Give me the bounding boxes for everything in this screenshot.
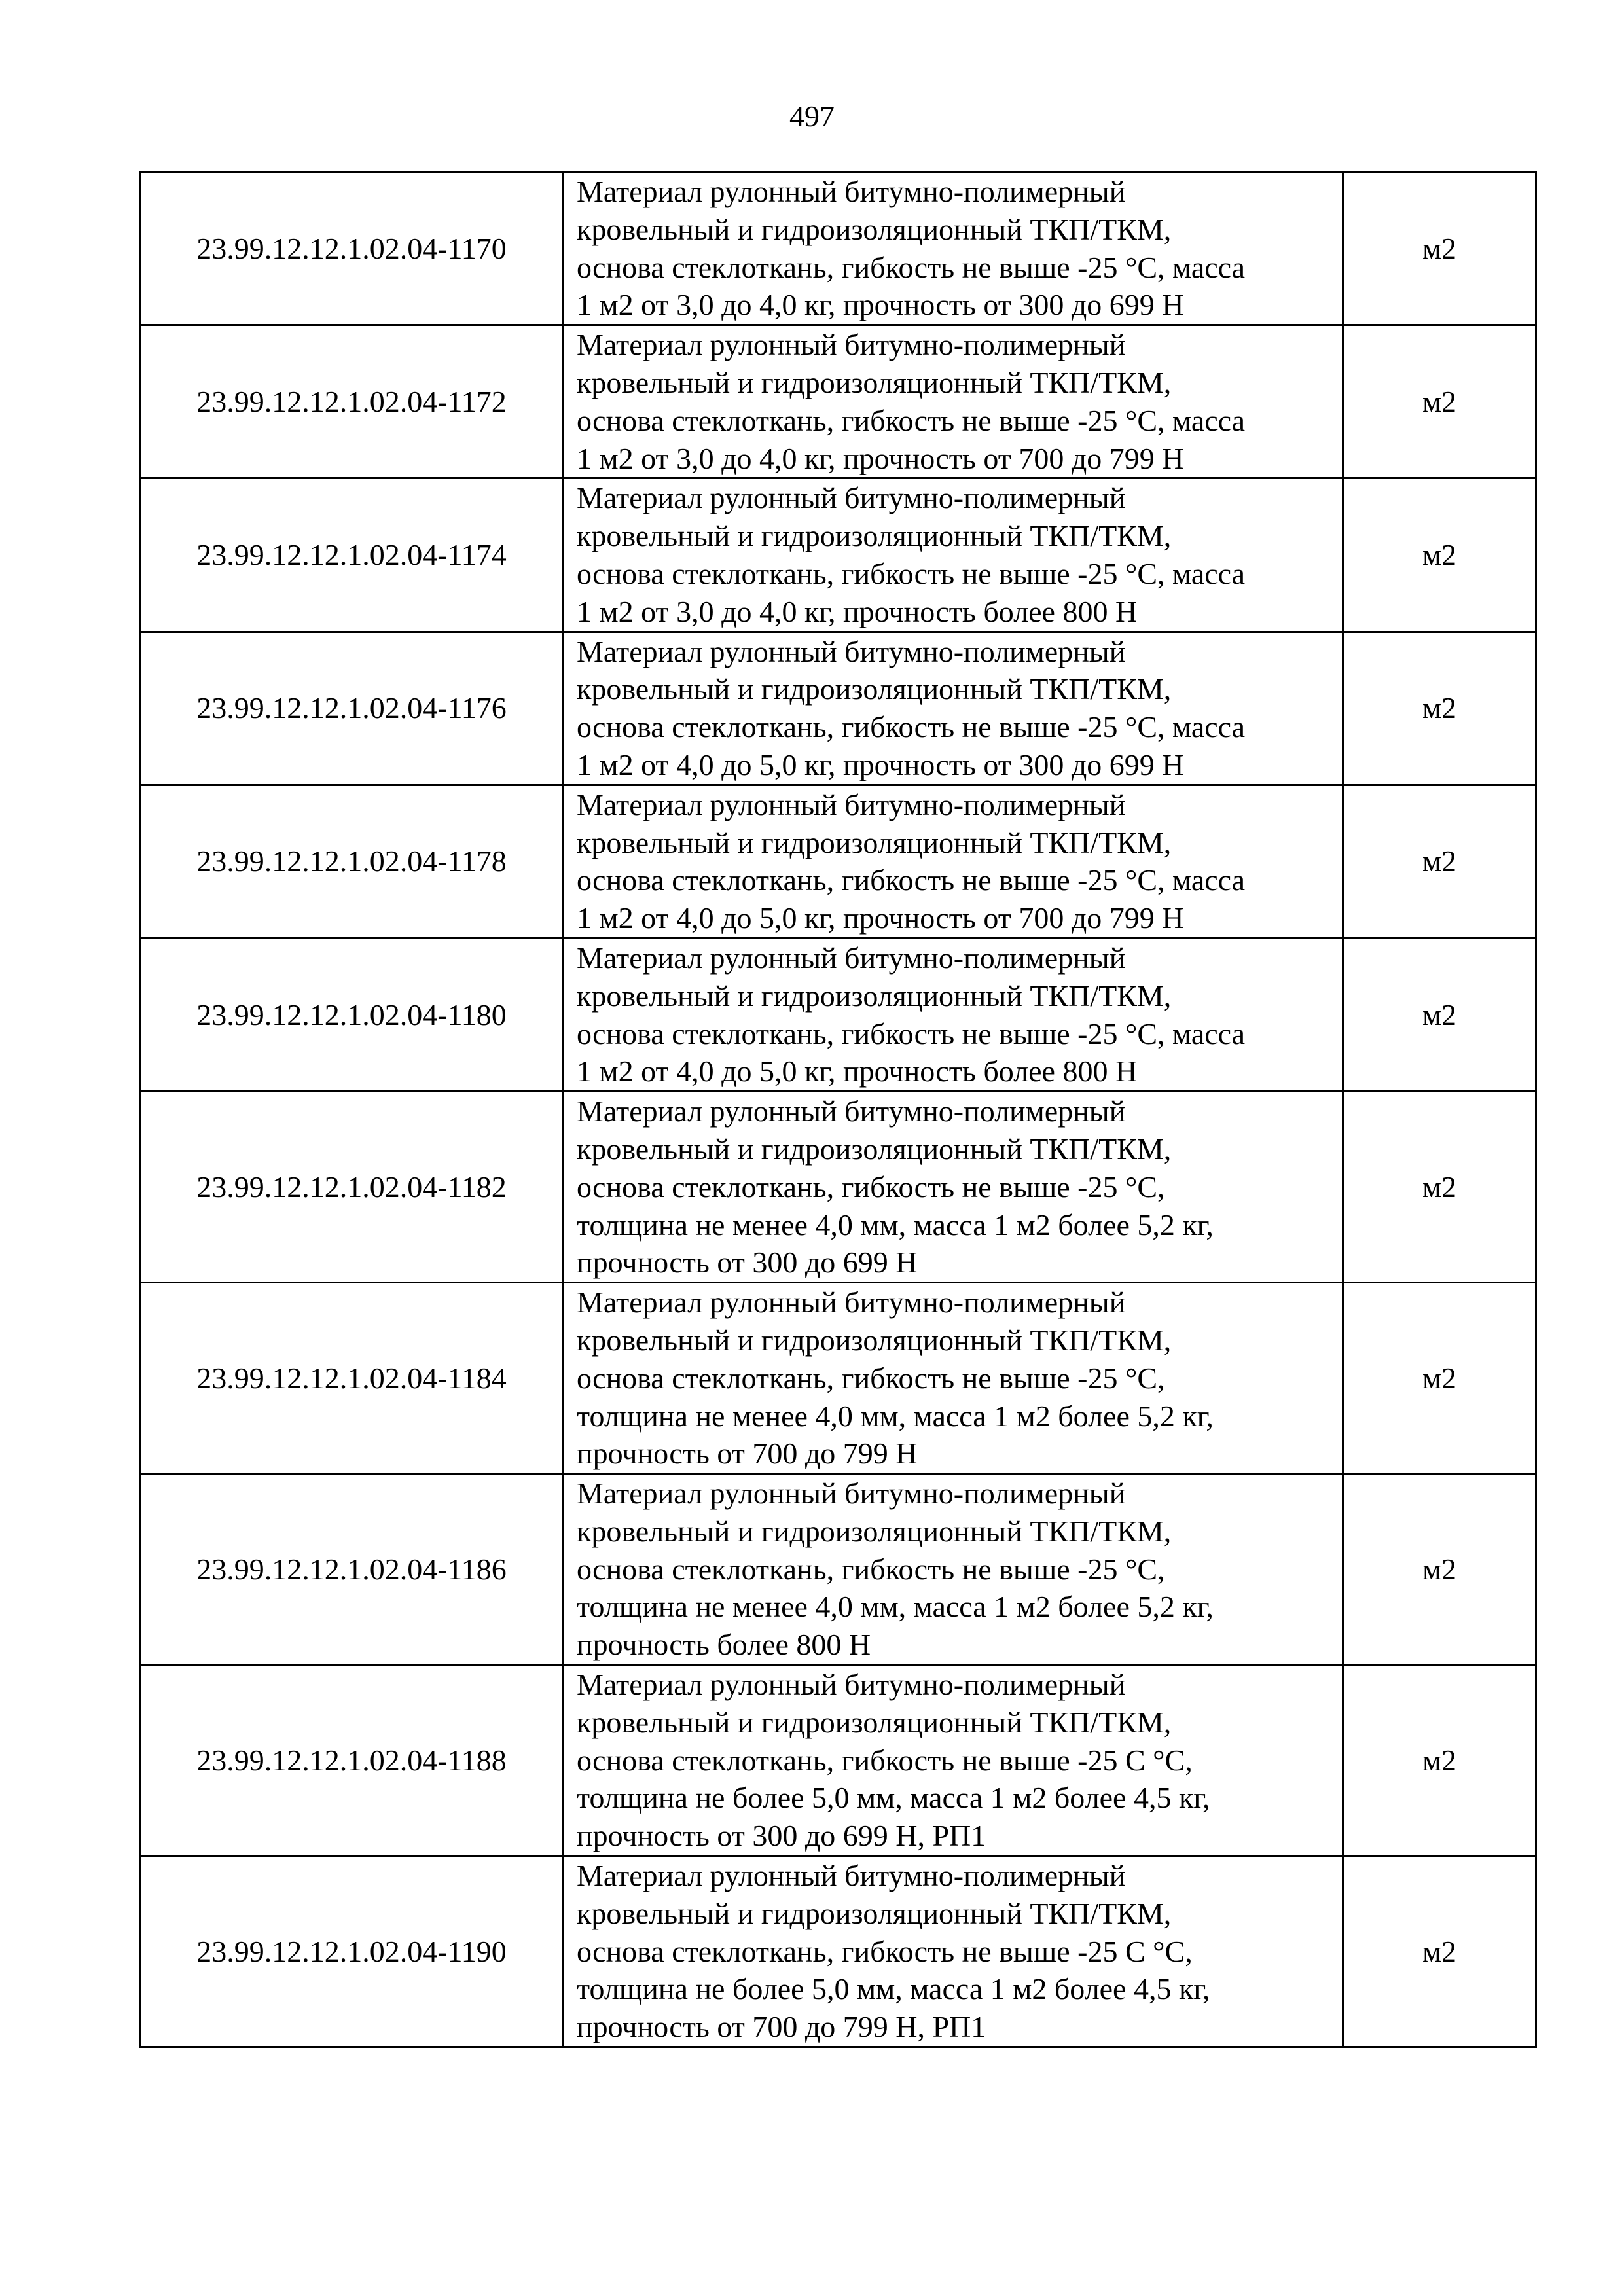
description-line: Материал рулонный битумно-полимерный xyxy=(577,787,1126,821)
description-line: 1 м2 от 3,0 до 4,0 кг, прочность от 300 до 699 Н xyxy=(577,288,1184,322)
table-row xyxy=(141,1474,1536,1665)
description-line: основа стеклоткань, гибкость не выше -25 °С, xyxy=(577,1552,1165,1586)
description-line: толщина не менее 4,0 мм, масса 1 м2 более 5,2 кг, xyxy=(577,1590,1214,1624)
description-line: Материал рулонный битумно-полимерный xyxy=(577,481,1126,515)
description-line: кровельный и гидроизоляционный ТКП/ТКМ, xyxy=(577,212,1172,246)
material-code-cell: 23.99.12.12.1.02.04-1172 xyxy=(141,325,563,478)
material-description-cell xyxy=(563,1092,1343,1283)
description-line: кровельный и гидроизоляционный ТКП/ТКМ, xyxy=(577,1705,1172,1739)
material-code-cell: 23.99.12.12.1.02.04-1170 xyxy=(141,172,563,325)
material-description-cell xyxy=(563,172,1343,325)
table-row xyxy=(141,325,1536,478)
description-line: кровельный и гидроизоляционный ТКП/ТКМ, xyxy=(577,519,1172,553)
unit-cell: м2 xyxy=(1343,478,1536,632)
table-row xyxy=(141,938,1536,1091)
material-description-cell xyxy=(563,325,1343,478)
material-code-cell: 23.99.12.12.1.02.04-1178 xyxy=(141,785,563,938)
unit-cell: м2 xyxy=(1343,785,1536,938)
description-line: 1 м2 от 3,0 до 4,0 кг, прочность более 800 Н xyxy=(577,594,1138,628)
unit-cell: м2 xyxy=(1343,1283,1536,1474)
description-line: Материал рулонный битумно-полимерный xyxy=(577,1094,1126,1128)
description-line: кровельный и гидроизоляционный ТКП/ТКМ, xyxy=(577,365,1172,399)
description-line: Материал рулонный битумно-полимерный xyxy=(577,175,1126,208)
material-description-cell xyxy=(563,1665,1343,1856)
description-line: Материал рулонный битумно-полимерный xyxy=(577,634,1126,668)
description-line: кровельный и гидроизоляционный ТКП/ТКМ, xyxy=(577,672,1172,706)
material-code-cell: 23.99.12.12.1.02.04-1182 xyxy=(141,1092,563,1283)
description-line: 1 м2 от 4,0 до 5,0 кг, прочность от 700 до 799 Н xyxy=(577,901,1184,935)
description-line: кровельный и гидроизоляционный ТКП/ТКМ, xyxy=(577,1323,1172,1357)
unit-cell: м2 xyxy=(1343,1856,1536,2047)
description-line: кровельный и гидроизоляционный ТКП/ТКМ, xyxy=(577,1896,1172,1930)
description-line: основа стеклоткань, гибкость не выше -25 °С, масса xyxy=(577,710,1246,744)
description-line: прочность более 800 Н xyxy=(577,1628,871,1662)
description-line: Материал рулонный битумно-полимерный xyxy=(577,328,1126,362)
unit-cell: м2 xyxy=(1343,325,1536,478)
material-description-cell xyxy=(563,632,1343,785)
description-line: прочность от 300 до 699 Н xyxy=(577,1246,918,1280)
table-row xyxy=(141,478,1536,632)
unit-cell: м2 xyxy=(1343,172,1536,325)
description-line: прочность от 700 до 799 Н xyxy=(577,1437,918,1471)
description-line: толщина не более 5,0 мм, масса 1 м2 более 4,5 кг, xyxy=(577,1972,1210,2006)
unit-cell: м2 xyxy=(1343,632,1536,785)
table-row xyxy=(141,632,1536,785)
description-line: основа стеклоткань, гибкость не выше -25 С °С, xyxy=(577,1934,1193,1968)
table-row xyxy=(141,1283,1536,1474)
description-line: основа стеклоткань, гибкость не выше -25 °С, масса xyxy=(577,556,1246,590)
table-row xyxy=(141,1092,1536,1283)
description-line: основа стеклоткань, гибкость не выше -25 °С, масса xyxy=(577,863,1246,897)
table-row xyxy=(141,1856,1536,2047)
description-line: основа стеклоткань, гибкость не выше -25 °С, масса xyxy=(577,1016,1246,1050)
unit-cell: м2 xyxy=(1343,1474,1536,1665)
description-line: 1 м2 от 4,0 до 5,0 кг, прочность более 800 Н xyxy=(577,1054,1138,1088)
material-description-cell xyxy=(563,478,1343,632)
unit-cell: м2 xyxy=(1343,1665,1536,1856)
table-row xyxy=(141,785,1536,938)
material-code-cell: 23.99.12.12.1.02.04-1184 xyxy=(141,1283,563,1474)
material-description-cell xyxy=(563,785,1343,938)
description-line: толщина не более 5,0 мм, масса 1 м2 более 4,5 кг, xyxy=(577,1781,1210,1815)
description-line: Материал рулонный битумно-полимерный xyxy=(577,941,1126,975)
material-code-cell: 23.99.12.12.1.02.04-1186 xyxy=(141,1474,563,1665)
description-line: Материал рулонный битумно-полимерный xyxy=(577,1285,1126,1319)
material-code-cell: 23.99.12.12.1.02.04-1176 xyxy=(141,632,563,785)
description-line: прочность от 700 до 799 Н, РП1 xyxy=(577,2010,986,2044)
description-line: основа стеклоткань, гибкость не выше -25 °С, масса xyxy=(577,250,1246,284)
description-line: основа стеклоткань, гибкость не выше -25 °С, xyxy=(577,1170,1165,1204)
table-row xyxy=(141,172,1536,325)
material-description-cell xyxy=(563,1283,1343,1474)
unit-cell: м2 xyxy=(1343,938,1536,1091)
description-line: прочность от 300 до 699 Н, РП1 xyxy=(577,1819,986,1853)
material-code-cell: 23.99.12.12.1.02.04-1174 xyxy=(141,478,563,632)
description-line: кровельный и гидроизоляционный ТКП/ТКМ, xyxy=(577,1132,1172,1166)
material-description-cell xyxy=(563,938,1343,1091)
description-line: Материал рулонный битумно-полимерный xyxy=(577,1859,1126,1893)
catalog-table-body xyxy=(141,172,1536,2047)
material-code-cell: 23.99.12.12.1.02.04-1190 xyxy=(141,1856,563,2047)
description-line: основа стеклоткань, гибкость не выше -25 °С, масса xyxy=(577,403,1246,437)
material-description-cell xyxy=(563,1474,1343,1665)
material-code-cell: 23.99.12.12.1.02.04-1188 xyxy=(141,1665,563,1856)
unit-cell: м2 xyxy=(1343,1092,1536,1283)
description-line: кровельный и гидроизоляционный ТКП/ТКМ, xyxy=(577,978,1172,1013)
description-line: основа стеклоткань, гибкость не выше -25 С °С, xyxy=(577,1743,1193,1777)
description-line: 1 м2 от 4,0 до 5,0 кг, прочность от 300 до 699 Н xyxy=(577,747,1184,781)
material-description-cell xyxy=(563,1856,1343,2047)
description-line: толщина не менее 4,0 мм, масса 1 м2 более 5,2 кг, xyxy=(577,1399,1214,1433)
description-line: толщина не менее 4,0 мм, масса 1 м2 более 5,2 кг, xyxy=(577,1208,1214,1242)
table-row xyxy=(141,1665,1536,1856)
description-line: кровельный и гидроизоляционный ТКП/ТКМ, xyxy=(577,825,1172,859)
material-catalog-table xyxy=(139,171,1537,2048)
description-line: Материал рулонный битумно-полимерный xyxy=(577,1668,1126,1702)
description-line: Материал рулонный битумно-полимерный xyxy=(577,1477,1126,1511)
description-line: основа стеклоткань, гибкость не выше -25 °С, xyxy=(577,1361,1165,1395)
material-code-cell: 23.99.12.12.1.02.04-1180 xyxy=(141,938,563,1091)
description-line: 1 м2 от 3,0 до 4,0 кг, прочность от 700 до 799 Н xyxy=(577,441,1184,475)
page-number: 497 xyxy=(789,99,835,133)
description-line: кровельный и гидроизоляционный ТКП/ТКМ, xyxy=(577,1514,1172,1548)
